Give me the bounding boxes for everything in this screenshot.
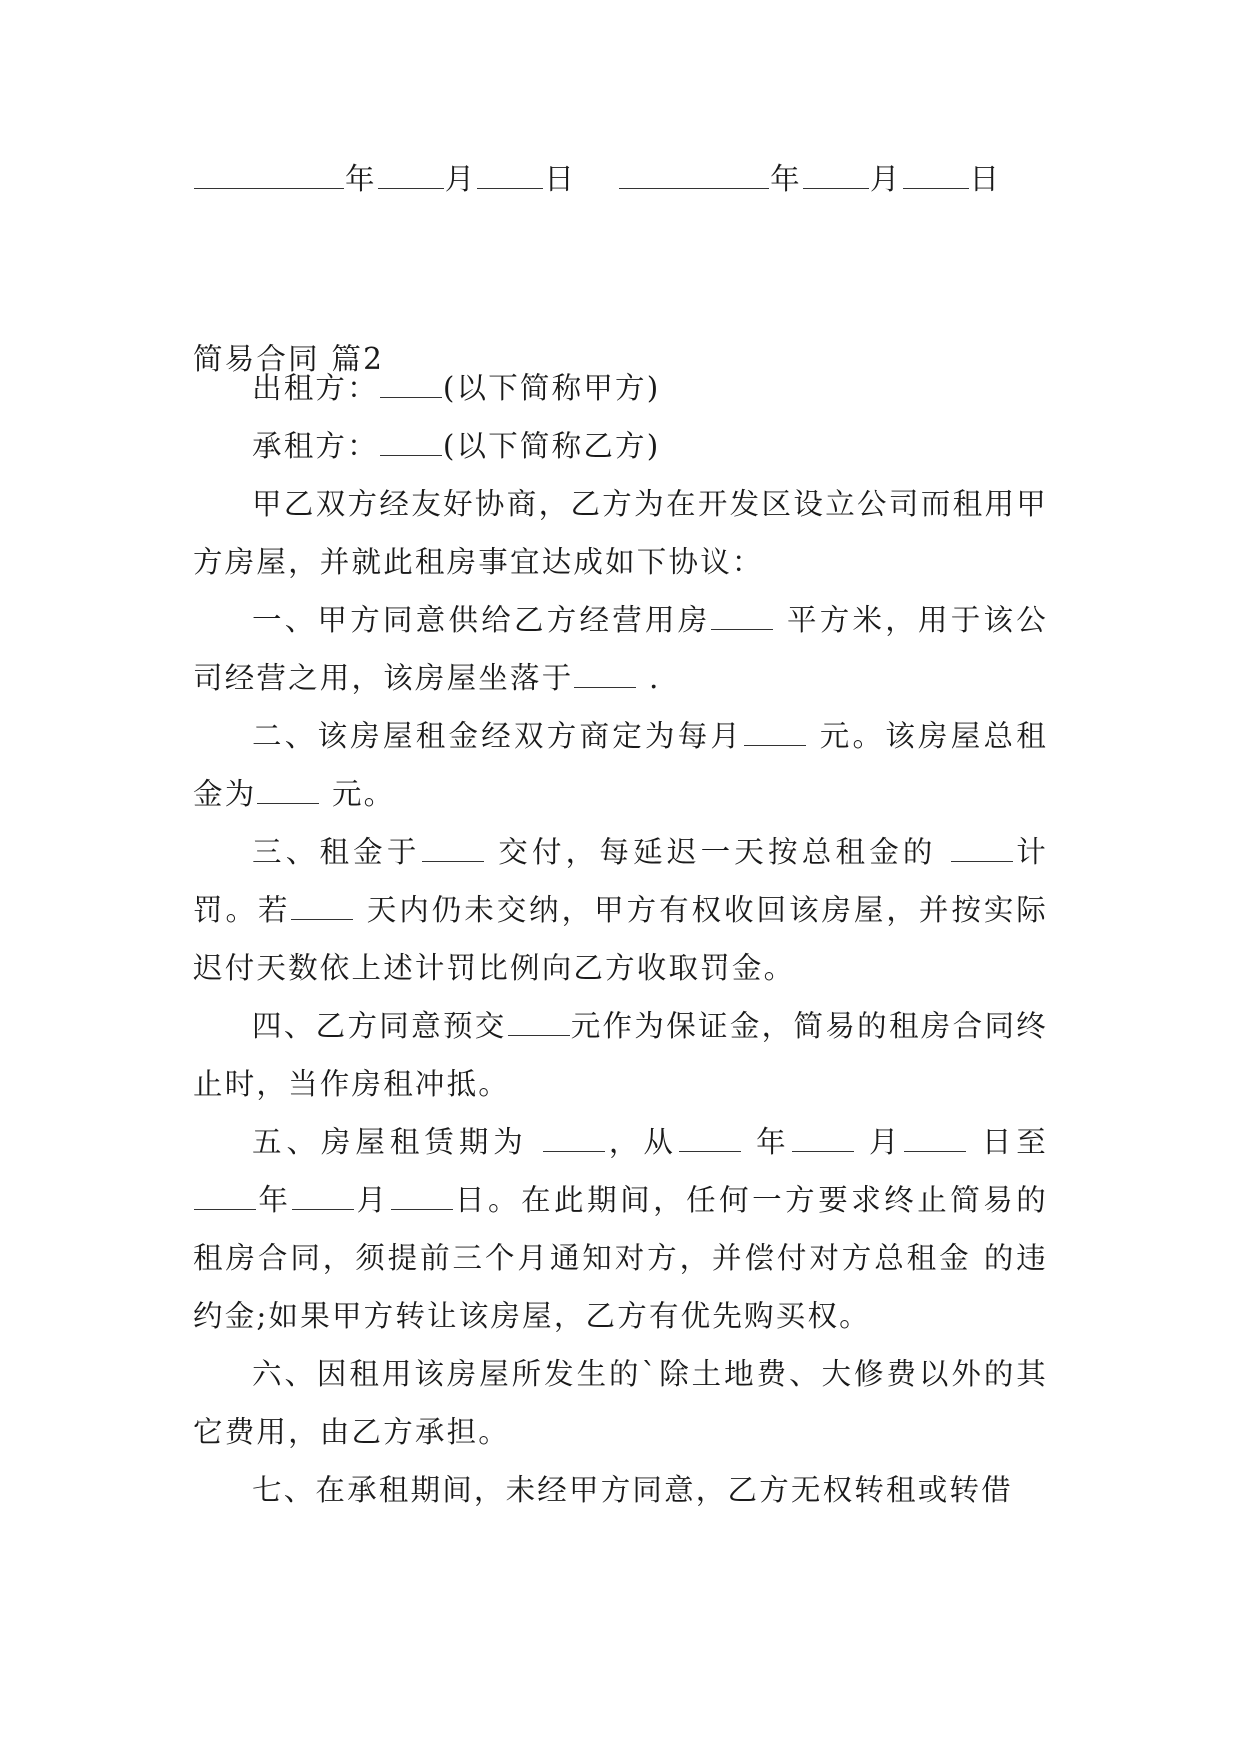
fill-in-blank (711, 603, 773, 630)
fill-in-blank (951, 835, 1013, 862)
fill-in-blank (904, 1125, 966, 1152)
text-run: 元作为保证金，简易的租房合同终止时，当作房租冲抵。 (193, 1009, 1048, 1101)
fill-in-blank (803, 162, 869, 189)
fill-in-blank (619, 162, 769, 189)
text-run: 日。在此期间，任何一方要求终止简易的租房合同，须提前三个月通知对方，并偿付对方总租金 的违约金;如果甲方转让该房屋，乙方有优先购买权。 (193, 1183, 1049, 1333)
text-run: 元。 (320, 777, 396, 811)
text-run: 日至 (967, 1125, 1049, 1159)
fill-in-blank (903, 162, 969, 189)
text-run: 元。该房屋总租金为 (193, 719, 1048, 811)
fill-in-blank (194, 162, 344, 189)
text-run: 计罚。若 (193, 835, 1048, 927)
text-run: 六、因租用该房屋所发生的`除土地费、大修费以外的其它费用，由乙方承担。 (193, 1357, 1048, 1449)
text-run: 五、房屋租赁期为 (252, 1125, 543, 1159)
text-run: 四、乙方同意预交 (252, 1009, 507, 1043)
text-run: 交付，每延迟一天按总租金的 (484, 835, 951, 869)
text-run: 日 (969, 162, 1002, 196)
clause-4 (193, 997, 1048, 1113)
text-run: (以下简称甲方) (442, 371, 661, 405)
text-run: ，从 (606, 1125, 678, 1159)
clause-1 (193, 591, 1048, 707)
text-run: 年 (741, 1125, 791, 1159)
fill-in-blank (543, 1125, 605, 1152)
paragraph-lessee (193, 417, 1048, 475)
fill-in-blank (380, 371, 442, 398)
fill-in-blank (792, 1125, 854, 1152)
fill-in-blank (257, 777, 319, 804)
fill-in-blank (744, 719, 806, 746)
signature-date-line (193, 150, 1053, 208)
fill-in-blank (391, 1183, 453, 1210)
clause-6 (193, 1345, 1048, 1461)
text-run: (以下简称乙方) (442, 429, 661, 463)
clause-2 (193, 707, 1048, 823)
text-run: 甲乙双方经友好协商，乙方为在开发区设立公司而租用甲方房屋，并就此租房事宜达成如下协议： (193, 487, 1048, 579)
clause-3 (193, 823, 1048, 997)
clause-5 (193, 1113, 1048, 1345)
text-run: 承租方： (252, 429, 379, 463)
paragraph-lessor (193, 359, 1048, 417)
text-run: 一、甲方同意供给乙方经营用房 (252, 603, 711, 637)
fill-in-blank (679, 1125, 741, 1152)
fill-in-blank (378, 162, 444, 189)
text-run: 月 (869, 162, 902, 196)
fill-in-blank (292, 1183, 354, 1210)
text-run: 月 (444, 162, 477, 196)
paragraph-intro (193, 475, 1048, 591)
text-run: 月 (355, 1183, 390, 1217)
text-run: 日 (544, 162, 577, 196)
clause-7 (193, 1461, 1048, 1519)
text-run: . (637, 661, 661, 695)
fill-in-blank (422, 835, 484, 862)
text-run: 平方米，用于该公司经营之用，该房屋坐落于 (193, 603, 1048, 695)
text-run: 天内仍未交纳，甲方有权收回该房屋，并按实际迟付天数依上述计罚比例向乙方收取罚金。 (193, 893, 1048, 985)
fill-in-blank (194, 1183, 256, 1210)
fill-in-blank (574, 661, 636, 688)
fill-in-blank (477, 162, 543, 189)
party-a-date (193, 162, 576, 196)
text-run: 年 (770, 162, 802, 196)
text-run: 月 (854, 1125, 904, 1159)
text-run: 年 (257, 1183, 292, 1217)
fill-in-blank (291, 893, 353, 920)
section-heading: 简易合同 篇2 (193, 342, 385, 376)
fill-in-blank (508, 1009, 570, 1036)
contract-body (193, 359, 1048, 1519)
text-run: 二、该房屋租金经双方商定为每月 (252, 719, 744, 753)
text-run: 三、租金于 (252, 835, 421, 869)
party-b-date (618, 162, 1001, 196)
text-run: 出租方： (252, 371, 379, 405)
text-run: 七、在承租期间，未经甲方同意，乙方无权转租或转借 (252, 1473, 1013, 1507)
fill-in-blank (380, 429, 442, 456)
text-run: 年 (345, 162, 377, 196)
